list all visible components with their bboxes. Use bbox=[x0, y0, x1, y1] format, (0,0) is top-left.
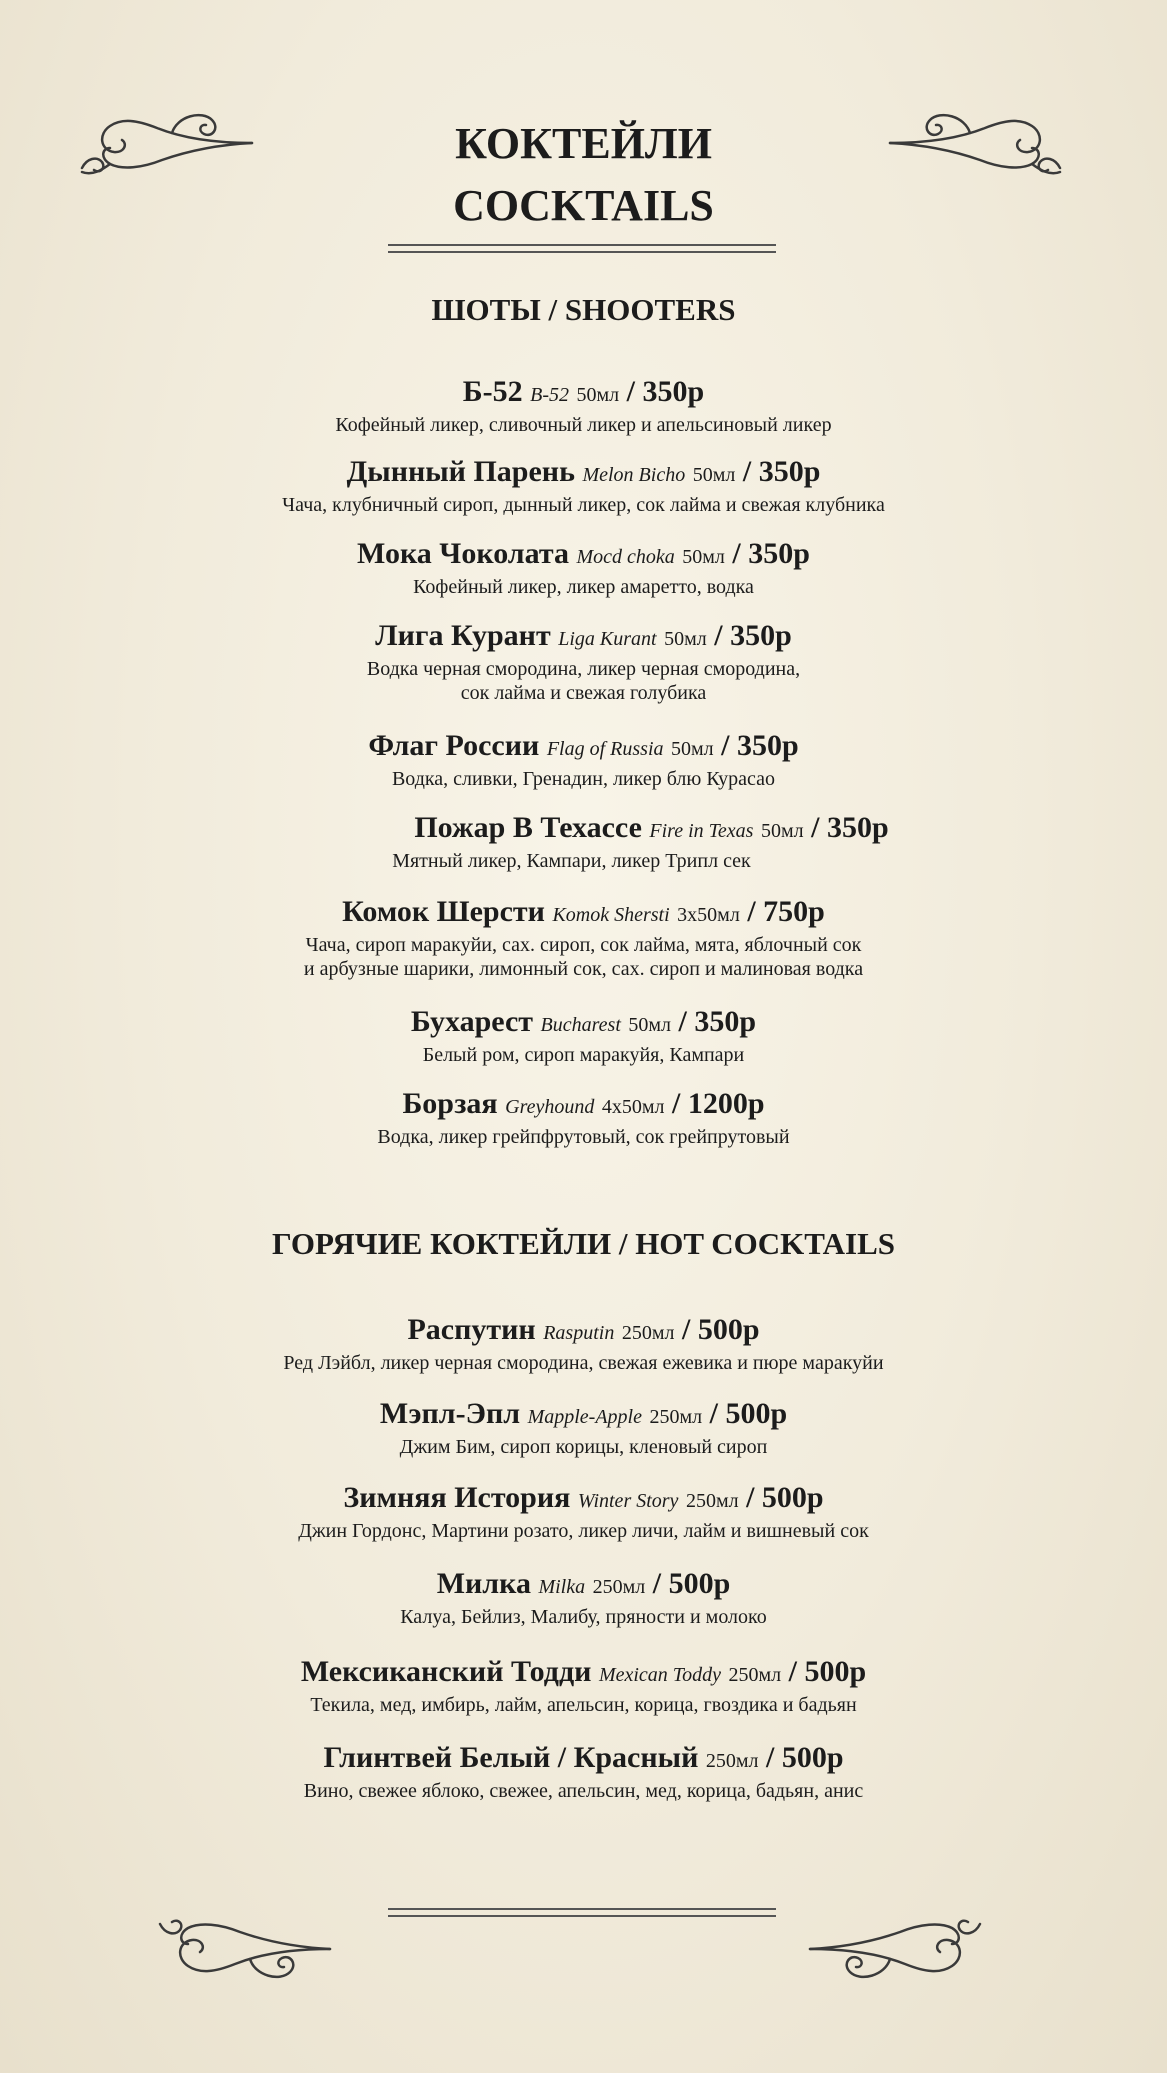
item-separator: / bbox=[681, 1313, 691, 1346]
item-volume: 50мл bbox=[692, 464, 736, 486]
item-name: Мэпл-Эпл bbox=[379, 1397, 521, 1430]
item-english-name: Fire in Texas bbox=[649, 820, 754, 842]
item-volume: 250мл bbox=[592, 1576, 646, 1598]
item-price: 500р bbox=[781, 1741, 844, 1774]
item-english-name: Winter Story bbox=[577, 1490, 679, 1512]
menu-item bbox=[0, 1004, 1167, 1067]
item-description: Джим Бим, сироп корицы, кленовый сироп bbox=[399, 1436, 768, 1458]
item-english-name: Komok Shersti bbox=[552, 904, 670, 926]
item-separator: / bbox=[732, 537, 741, 570]
item-description: Водка черная смородина, ликер черная смородина, bbox=[366, 658, 801, 680]
item-description: сок лайма и свежая голубика bbox=[460, 682, 707, 704]
item-volume: 250мл bbox=[705, 1750, 759, 1772]
item-description: Текила, мед, имбирь, лайм, апельсин, корица, гвоздика и бадьян bbox=[310, 1694, 857, 1716]
item-volume: 250мл bbox=[685, 1490, 739, 1512]
item-price: 500р bbox=[725, 1397, 788, 1430]
flourish-bottom-right-icon bbox=[800, 1904, 1000, 1994]
item-description: Вино, свежее яблоко, свежее, апельсин, мед, корица, бадьян, анис bbox=[303, 1780, 864, 1802]
menu-item bbox=[0, 1312, 1167, 1375]
item-price: 350р bbox=[826, 811, 889, 844]
item-price: 750р bbox=[763, 895, 825, 928]
item-name: Бухарест bbox=[410, 1005, 534, 1038]
menu-item bbox=[0, 1566, 1167, 1629]
item-separator: / bbox=[626, 375, 635, 408]
menu-item bbox=[0, 1086, 1167, 1149]
item-description: Ред Лэйбл, ликер черная смородина, свежая ежевика и пюре маракуйи bbox=[283, 1352, 884, 1374]
item-english-name: Mexican Toddy bbox=[598, 1664, 721, 1686]
item-description: Джин Гордонс, Мартини розато, ликер личи, лайм и вишневый сок bbox=[298, 1520, 869, 1542]
item-english-name: Mocd choka bbox=[576, 546, 675, 568]
item-english-name: Milka bbox=[538, 1576, 586, 1598]
item-separator: / bbox=[709, 1397, 718, 1430]
item-volume: 50мл bbox=[671, 738, 714, 760]
item-name: Комок Шерсти bbox=[342, 895, 545, 928]
item-english-name: Liga Kurant bbox=[558, 628, 657, 650]
item-separator: / bbox=[742, 455, 752, 488]
item-name: Глинтвей Белый / Красный bbox=[323, 1741, 699, 1774]
page-title-ru: КОКТЕЙЛИ bbox=[455, 119, 712, 168]
item-price: 500р bbox=[697, 1313, 760, 1346]
item-volume: 250мл bbox=[621, 1322, 675, 1344]
item-separator: / bbox=[721, 729, 730, 762]
item-description: Водка, ликер грейпфрутовый, сок грейпрутовый bbox=[377, 1126, 790, 1148]
item-volume: 50мл bbox=[682, 546, 725, 568]
item-price: 350р bbox=[642, 375, 705, 408]
item-name: Распутин bbox=[407, 1313, 536, 1346]
item-separator: / bbox=[766, 1741, 775, 1774]
item-price: 500р bbox=[668, 1567, 731, 1600]
item-volume: 3х50мл bbox=[677, 904, 740, 926]
item-english-name: Rasputin bbox=[543, 1322, 615, 1344]
item-separator: / bbox=[811, 811, 820, 844]
menu-item bbox=[0, 374, 1167, 437]
page-title-en: COCKTAILS bbox=[453, 181, 714, 230]
item-separator: / bbox=[747, 895, 756, 928]
item-price: 350р bbox=[736, 729, 799, 762]
item-name: Б-52 bbox=[462, 375, 523, 408]
section-title-hot-cocktails: ГОРЯЧИЕ КОКТЕЙЛИ / HOT COCKTAILS bbox=[271, 1226, 896, 1261]
item-price: 1200р bbox=[687, 1087, 765, 1120]
item-name: Зимняя История bbox=[343, 1481, 571, 1514]
item-name: Борзая bbox=[402, 1087, 498, 1120]
item-volume: 4х50мл bbox=[601, 1096, 665, 1118]
item-volume: 50мл bbox=[628, 1014, 672, 1036]
item-price: 350р bbox=[758, 455, 821, 488]
item-volume: 50мл bbox=[760, 820, 804, 842]
item-separator: / bbox=[746, 1481, 755, 1514]
item-description: Мятный ликер, Кампари, ликер Трипл сек bbox=[392, 850, 751, 872]
menu-item bbox=[0, 1654, 1167, 1717]
item-price: 350р bbox=[748, 537, 810, 570]
menu-item bbox=[0, 1396, 1167, 1459]
item-name: Флаг России bbox=[368, 729, 540, 762]
item-description: Кофейный ликер, сливочный ликер и апельсиновый ликер bbox=[335, 414, 832, 436]
item-name: Милка bbox=[436, 1567, 531, 1600]
item-description: Калуа, Бейлиз, Малибу, пряности и молоко bbox=[400, 1606, 767, 1628]
item-separator: / bbox=[678, 1005, 687, 1038]
menu-item bbox=[0, 1480, 1167, 1543]
item-english-name: Flag of Russia bbox=[546, 738, 664, 760]
item-separator: / bbox=[672, 1087, 681, 1120]
item-name: Пожар В Техассе bbox=[414, 811, 642, 844]
title-divider bbox=[388, 244, 776, 253]
item-english-name: Mapple-Apple bbox=[527, 1406, 642, 1428]
menu-item bbox=[0, 810, 1167, 873]
item-volume: 250мл bbox=[728, 1664, 782, 1686]
item-description: Водка, сливки, Гренадин, ликер блю Курасао bbox=[391, 768, 776, 790]
item-volume: 50мл bbox=[576, 384, 620, 406]
item-description: Чача, клубничный сироп, дынный ликер, сок лайма и свежая клубника bbox=[282, 494, 885, 516]
item-price: 350р bbox=[730, 619, 792, 652]
section-title-shooters: ШОТЫ / SHOOTERS bbox=[431, 292, 736, 327]
item-name: Лига Курант bbox=[375, 619, 551, 652]
item-price: 500р bbox=[761, 1481, 824, 1514]
menu-item bbox=[0, 1740, 1167, 1803]
item-separator: / bbox=[788, 1655, 797, 1688]
item-separator: / bbox=[652, 1567, 662, 1600]
item-description: Чача, сироп маракуйи, сах. сироп, сок лайма, мята, яблочный сок bbox=[305, 934, 862, 956]
item-price: 500р bbox=[804, 1655, 867, 1688]
menu-item bbox=[0, 454, 1167, 517]
menu-item bbox=[0, 728, 1167, 791]
menu-item bbox=[0, 618, 1167, 705]
item-volume: 250мл bbox=[649, 1406, 703, 1428]
item-english-name: Melon Bicho bbox=[582, 464, 686, 486]
item-description: Белый ром, сироп маракуйя, Кампари bbox=[422, 1044, 745, 1066]
menu-item bbox=[0, 536, 1167, 599]
item-price: 350р bbox=[694, 1005, 757, 1038]
footer-divider bbox=[388, 1908, 776, 1917]
item-description: Кофейный ликер, ликер амаретто, водка bbox=[413, 576, 754, 598]
item-name: Мексиканский Тодди bbox=[300, 1655, 592, 1688]
flourish-bottom-left-icon bbox=[140, 1904, 340, 1994]
item-english-name: Greyhound bbox=[505, 1096, 595, 1118]
item-english-name: Bucharest bbox=[540, 1014, 621, 1036]
item-english-name: B-52 bbox=[530, 384, 570, 406]
item-volume: 50мл bbox=[664, 628, 707, 650]
menu-item bbox=[0, 894, 1167, 981]
item-name: Мока Чоколата bbox=[357, 537, 569, 570]
item-separator: / bbox=[714, 619, 723, 652]
item-description: и арбузные шарики, лимонный сок, сах. сироп и малиновая водка bbox=[303, 958, 864, 980]
item-name: Дынный Парень bbox=[346, 455, 575, 488]
